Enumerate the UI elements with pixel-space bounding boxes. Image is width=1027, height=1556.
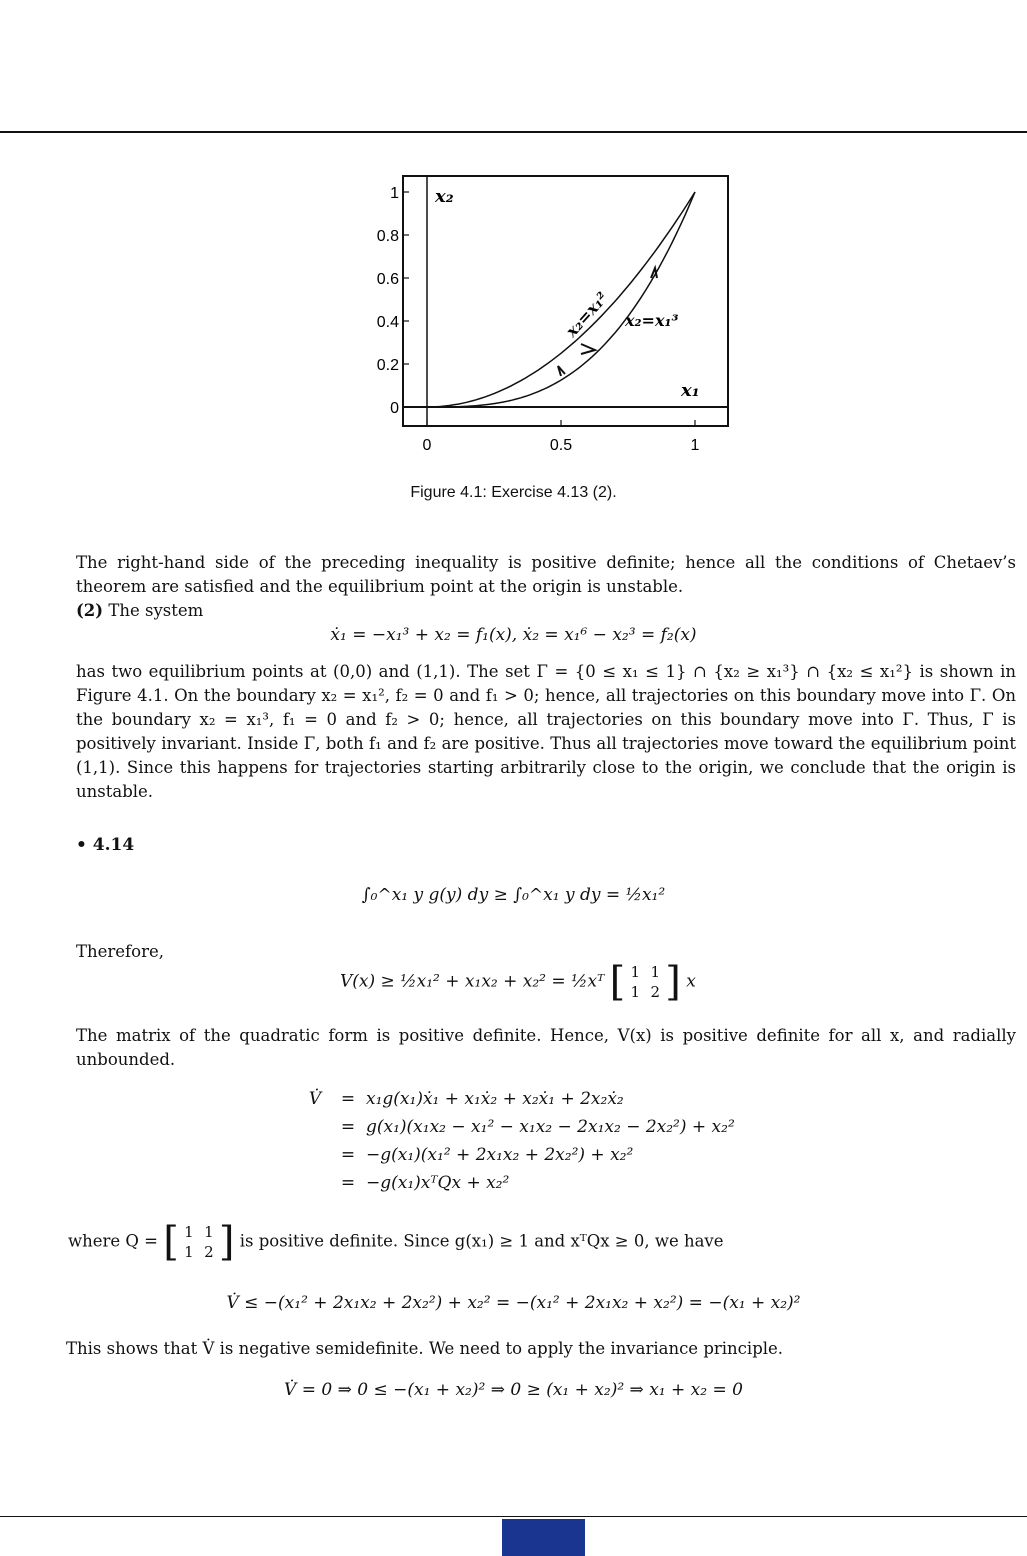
system-intro-text: The system (108, 601, 204, 620)
equals-sign: = (340, 1145, 356, 1165)
y-tick-label: 0 (390, 400, 399, 417)
derivation-row (300, 1085, 735, 1113)
x-tick-label: 0 (422, 437, 432, 454)
equals-sign: = (340, 1117, 356, 1137)
matrix-entry: 1 (184, 1243, 194, 1261)
x-tick-label: 0.5 (549, 437, 573, 454)
y-tick-label: 1 (390, 185, 399, 202)
derivative-derivation (300, 1085, 735, 1197)
page-number-box (502, 1519, 585, 1556)
arrow-icon (581, 344, 595, 354)
matrix-entry: 2 (650, 983, 661, 1001)
derivation-line: −g(x₁)xᵀQx + x₂² (366, 1173, 510, 1193)
paragraph-system-intro (76, 599, 1016, 623)
figure-4-1 (355, 168, 750, 468)
equals-sign: = (340, 1173, 356, 1193)
equation-invariance: V̇ = 0 ⇒ 0 ≤ −(x₁ + x₂)² ⇒ 0 ≥ (x₁ + x₂)² ⇒ x₁ + x₂ = 0 (284, 1380, 743, 1400)
equation-integral: ∫₀^x₁ y g(y) dy ≥ ∫₀^x₁ y dy = ½x₁² (361, 885, 666, 905)
right-bracket: ] (665, 959, 681, 1005)
where-q-text: where Q = (68, 1231, 159, 1251)
equation-vdot-bound: V̇ ≤ −(x₁² + 2x₁x₂ + 2x₂²) + x₂² = −(x₁² + 2x₁x₂ + x₂²) = −(x₁ + x₂)² (226, 1293, 801, 1313)
matrix-entry: 2 (204, 1243, 214, 1261)
label-x1: x₁ (681, 380, 700, 401)
equation-system: ẋ₁ = −x₁³ + x₂ = f₁(x), ẋ₂ = x₁⁶ − x₂³ = f₂(x) (330, 625, 697, 645)
matrix-entry: 1 (204, 1223, 214, 1241)
label-cube-curve: x₂=x₁³ (625, 311, 679, 330)
matrix-q (163, 1219, 235, 1265)
matrix-entry: 1 (184, 1223, 194, 1241)
arrow-icon (558, 366, 565, 376)
top-rule (0, 131, 1027, 133)
v-bound-rhs: x (686, 971, 696, 992)
right-bracket: ] (218, 1219, 235, 1265)
chart-svg (355, 168, 750, 468)
label-square-curve: x₂=x₁² (561, 288, 612, 341)
section-4-14: • 4.14 (76, 835, 135, 855)
matrix-p (609, 959, 681, 1005)
derivation-row (300, 1169, 735, 1197)
part-label: (2) (76, 601, 104, 620)
y-tick-label: 0.4 (376, 314, 399, 331)
paragraph-semidefinite: This shows that V̇ is negative semidefinite. We need to apply the invariance principle. (66, 1339, 784, 1358)
y-tick-label: 0.8 (376, 228, 399, 245)
plot-frame (403, 176, 728, 426)
derivation-line: −g(x₁)(x₁² + 2x₁x₂ + 2x₂²) + x₂² (366, 1145, 634, 1165)
figure-caption: Figure 4.1: Exercise 4.13 (2). (410, 484, 617, 501)
matrix-entry: 1 (630, 963, 641, 981)
bottom-rule (0, 1516, 1027, 1517)
derivation-line: g(x₁)(x₁x₂ − x₁² − x₁x₂ − 2x₁x₂ − 2x₂²) + x₂² (366, 1117, 735, 1137)
left-bracket: [ (609, 959, 626, 1005)
y-tick-label: 0.2 (376, 357, 399, 374)
paragraph-chetaev: The right-hand side of the preceding inequality is positive definite; hence all the conditions of Chetaev’s theorem are satisfied and the equilibrium point at the origin is unstable. (76, 553, 1016, 596)
where-q-line (68, 1219, 724, 1265)
v-bound-lhs: V(x) ≥ ½x₁² + x₁x₂ + x₂² = ½xᵀ (340, 971, 605, 992)
label-x2: x₂ (435, 186, 454, 207)
paragraph-positive-definite: The matrix of the quadratic form is positive definite. Hence, V(x) is positive definite for all x, and radially unbounded. (76, 1026, 1016, 1069)
matrix-entry: 1 (650, 963, 661, 981)
where-q-continuation: is positive definite. Since g(x₁) ≥ 1 and xᵀQx ≥ 0, we have (239, 1231, 724, 1251)
therefore-text: Therefore, (76, 942, 164, 961)
derivation-line: x₁g(x₁)ẋ₁ + x₁ẋ₂ + x₂ẋ₁ + 2x₂ẋ₂ (366, 1089, 624, 1109)
x-tick-label: 1 (690, 437, 700, 454)
paragraph-invariant-set: has two equilibrium points at (0,0) and (1,1). The set Γ = {0 ≤ x₁ ≤ 1} ∩ {x₂ ≥ x₁³} ∩ {x₂ ≤ x₁²} is shown in Figure 4.1. On the boundary x₂ = x₁², f₂ = 0 and f₁ > 0; hence, all trajectories on this boundary move into Γ. On the boundary x₂ = x₁³, f₁ = 0 and f₂ > 0; hence, all trajectories on this boundary move into Γ. Thus, Γ is positively invariant. Inside Γ, both f₁ and f₂ are positive. Thus all trajectories move toward the equilibrium point (1,1). Since this happens for trajectories starting arbitrarily close to the origin, we conclude that the origin is unstable. (76, 662, 1016, 801)
left-bracket: [ (163, 1219, 179, 1265)
equation-v-bound (340, 959, 696, 1005)
derivation-row (300, 1113, 735, 1141)
equals-sign: = (340, 1089, 356, 1109)
y-tick-label: 0.6 (376, 271, 399, 288)
derivation-row (300, 1141, 735, 1169)
vdot-symbol: V̇ (308, 1089, 322, 1109)
matrix-entry: 1 (630, 983, 641, 1001)
